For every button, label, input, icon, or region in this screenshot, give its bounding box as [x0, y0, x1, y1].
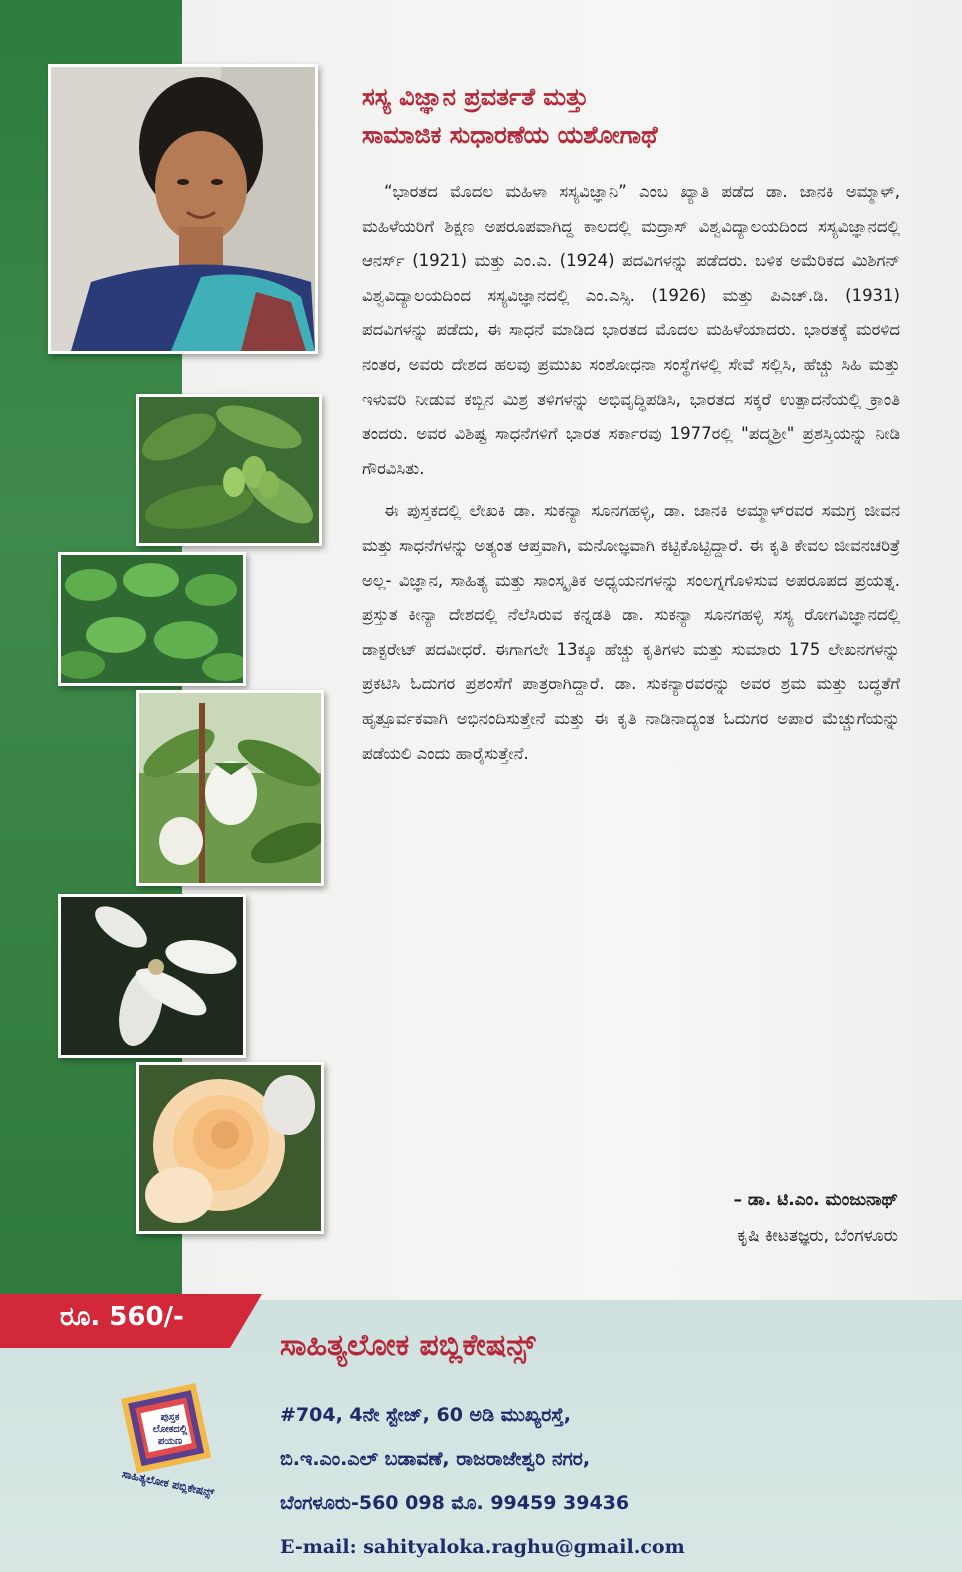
plant-photo-eggplant — [136, 690, 324, 886]
heading-line-1: ಸಸ್ಯ ವಿಜ್ಞಾನ ಪ್ರವರ್ತತೆ ಮತ್ತು — [362, 83, 589, 111]
publisher-name: ಸಾಹಿತ್ಯಲೋಕ ಪಬ್ಲಿಕೇಷನ್ಸ್ — [280, 1328, 536, 1363]
address-line-3: ಬೆಂಗಳೂರು-560 098 ಮೊ. 99459 39436 — [280, 1492, 630, 1514]
signature-title: ಕೃಷಿ ಕೀಟತಜ್ಞರು, ಬೆಂಗಳೂರು — [737, 1226, 898, 1246]
blurb-heading — [362, 78, 922, 154]
address-line-1: #704, 4ನೇ ಸ್ಟೇಜ್, 60 ಅಡಿ ಮುಖ್ಯರಸ್ತೆ, — [280, 1404, 571, 1426]
blurb-paragraph-1: “ಭಾರತದ ಮೊದಲ ಮಹಿಳಾ ಸಸ್ಯವಿಜ್ಞಾನಿ” ಎಂಬ ಖ್ಯಾತಿ ಪಡೆದ ಡಾ. ಜಾನಕಿ ಅಮ್ಮಾಳ್, ಮಹಿಳೆಯರಿಗೆ ಶಿಕ್ಷಣ ಅಪರೂಪವಾಗಿದ್ದ ಕಾಲದಲ್ಲಿ ಮದ್ರಾಸ್ ವಿಶ್ವವಿದ್ಯಾಲಯದಿಂದ ಸಸ್ಯವಿಜ್ಞಾನದಲ್ಲಿ ಆನರ್ಸ್ (1921) ಮತ್ತು ಎಂ.ಎ. (1924) ಪದವಿಗಳನ್ನು ಪಡೆದರು. ಬಳಿಕ ಅಮೆರಿಕದ ಮಿಶಿಗನ್ ವಿಶ್ವವಿದ್ಯಾಲಯದಿಂದ ಸಸ್ಯವಿಜ್ಞಾನದಲ್ಲಿ ಎಂ.ಎಸ್ಸಿ. (1926) ಮತ್ತು ಪಿಎಚ್.ಡಿ. (1931) ಪದವಿಗಳನ್ನು ಪಡೆದು, ಈ ಸಾಧನೆ ಮಾಡಿದ ಭಾರತದ ಮೊದಲ ಮಹಿಳೆಯಾದರು. ಭಾರತಕ್ಕೆ ಮರಳಿದ ನಂತರ, ಅವರು ದೇಶದ ಹಲವು ಪ್ರಮುಖ ಸಂಶೋಧನಾ ಸಂಸ್ಥೆಗಳಲ್ಲಿ ಸೇವೆ ಸಲ್ಲಿಸಿ, ಹೆಚ್ಚು ಸಿಹಿ ಮತ್ತು ಇಳುವರಿ ನೀಡುವ ಕಬ್ಬಿನ ಮಿಶ್ರ ತಳಿಗಳನ್ನು ಅಭಿವೃದ್ಧಿಪಡಿಸಿ, ಭಾರತದ ಸಕ್ಕರೆ ಉತ್ಪಾದನೆಯಲ್ಲಿ ಕ್ರಾಂತಿ ತಂದರು. ಅವರ ವಿಶಿಷ್ಟ ಸಾಧನೆಗಳಿಗೆ ಭಾರತ ಸರ್ಕಾರವು 1977ರಲ್ಲಿ "ಪದ್ಮಶ್ರೀ" ಪ್ರಶಸ್ತಿಯನ್ನು ನೀಡಿ ಗೌರವಿಸಿತು. — [362, 182, 900, 478]
plant-photo-leaves — [136, 394, 322, 546]
price-tag — [0, 1290, 262, 1350]
plant-photo-mint — [58, 552, 246, 686]
plant-photo-rose — [136, 1062, 324, 1234]
heading-line-2: ಸಾಮಾಜಿಕ ಸುಧಾರಣೆಯ ಯಶೋಗಾಥೆ — [362, 121, 658, 149]
logo-ring-text: ಸಾಹಿತ್ಯಲೋಕ ಪಬ್ಲಿಕೇಷನ್ಸ್ — [120, 1467, 216, 1500]
plant-photo-white-flower — [58, 894, 246, 1058]
logo-inner-text: ಪುಸ್ತಕ ಲೋಕದಲ್ಲಿ ಪಯಣ — [152, 1412, 188, 1447]
author-portrait-photo — [48, 64, 318, 354]
publisher-logo — [98, 1382, 238, 1502]
publisher-email: E-mail: sahityaloka.raghu@gmail.com — [280, 1536, 685, 1558]
signature-block — [734, 1182, 898, 1254]
publisher-address — [280, 1393, 685, 1569]
price-label: ರೂ. 560/- — [60, 1302, 184, 1332]
signature-name: – ಡಾ. ಟಿ.ಎಂ. ಮಂಜುನಾಥ್ — [733, 1190, 898, 1210]
blurb-body — [362, 175, 900, 771]
blurb-paragraph-2: ಈ ಪುಸ್ತಕದಲ್ಲಿ ಲೇಖಕಿ ಡಾ. ಸುಕನ್ಯಾ ಸೂನಗಹಳ್ಳಿ, ಡಾ. ಜಾನಕಿ ಅಮ್ಮಾಳ್‌ರವರ ಸಮಗ್ರ ಜೀವನ ಮತ್ತು ಸಾಧನೆಗಳನ್ನು ಅತ್ಯಂತ ಆಪ್ತವಾಗಿ, ಮನೋಜ್ಞವಾಗಿ ಕಟ್ಟಿಕೊಟ್ಟಿದ್ದಾರೆ. ಈ ಕೃತಿ ಕೇವಲ ಜೀವನಚರಿತ್ರೆ ಅಲ್ಲ- ವಿಜ್ಞಾನ, ಸಾಹಿತ್ಯ ಮತ್ತು ಸಾಂಸ್ಕೃತಿಕ ಅಧ್ಯಯನಗಳನ್ನು ಸಂಲಗ್ನಗೊಳಿಸುವ ಅಪರೂಪದ ಪ್ರಯತ್ನ. ಪ್ರಸ್ತುತ ಕೀನ್ಯಾ ದೇಶದಲ್ಲಿ ನೆಲೆಸಿರುವ ಕನ್ನಡತಿ ಡಾ. ಸುಕನ್ಯಾ ಸೂನಗಹಳ್ಳಿ ಸಸ್ಯ ರೋಗವಿಜ್ಞಾನದಲ್ಲಿ ಡಾಕ್ಟರೇಟ್ ಪದವೀಧರೆ. ಈಗಾಗಲೇ 13ಕ್ಕೂ ಹೆಚ್ಚು ಕೃತಿಗಳು ಮತ್ತು ಸುಮಾರು 175 ಲೇಖನಗಳನ್ನು ಪ್ರಕಟಿಸಿ ಓದುಗರ ಪ್ರಶಂಸೆಗೆ ಪಾತ್ರರಾಗಿದ್ದಾರೆ. ಡಾ. ಸುಕನ್ಯಾರವರನ್ನು ಅವರ ಶ್ರಮ ಮತ್ತು ಬದ್ಧತೆಗೆ ಹೃತ್ಪೂರ್ವಕವಾಗಿ ಅಭಿನಂದಿಸುತ್ತೇನೆ ಮತ್ತು ಈ ಕೃತಿ ನಾಡಿನಾದ್ಯಂತ ಓದುಗರ ಅಪಾರ ಮೆಚ್ಚುಗೆಯನ್ನು ಪಡೆಯಲಿ ಎಂದು ಹಾರೈಸುತ್ತೇನೆ. — [362, 501, 900, 763]
address-line-2: ಬಿ.ಇ.ಎಂ.ಎಲ್ ಬಡಾವಣೆ, ರಾಜರಾಜೇಶ್ವರಿ ನಗರ, — [280, 1448, 591, 1470]
